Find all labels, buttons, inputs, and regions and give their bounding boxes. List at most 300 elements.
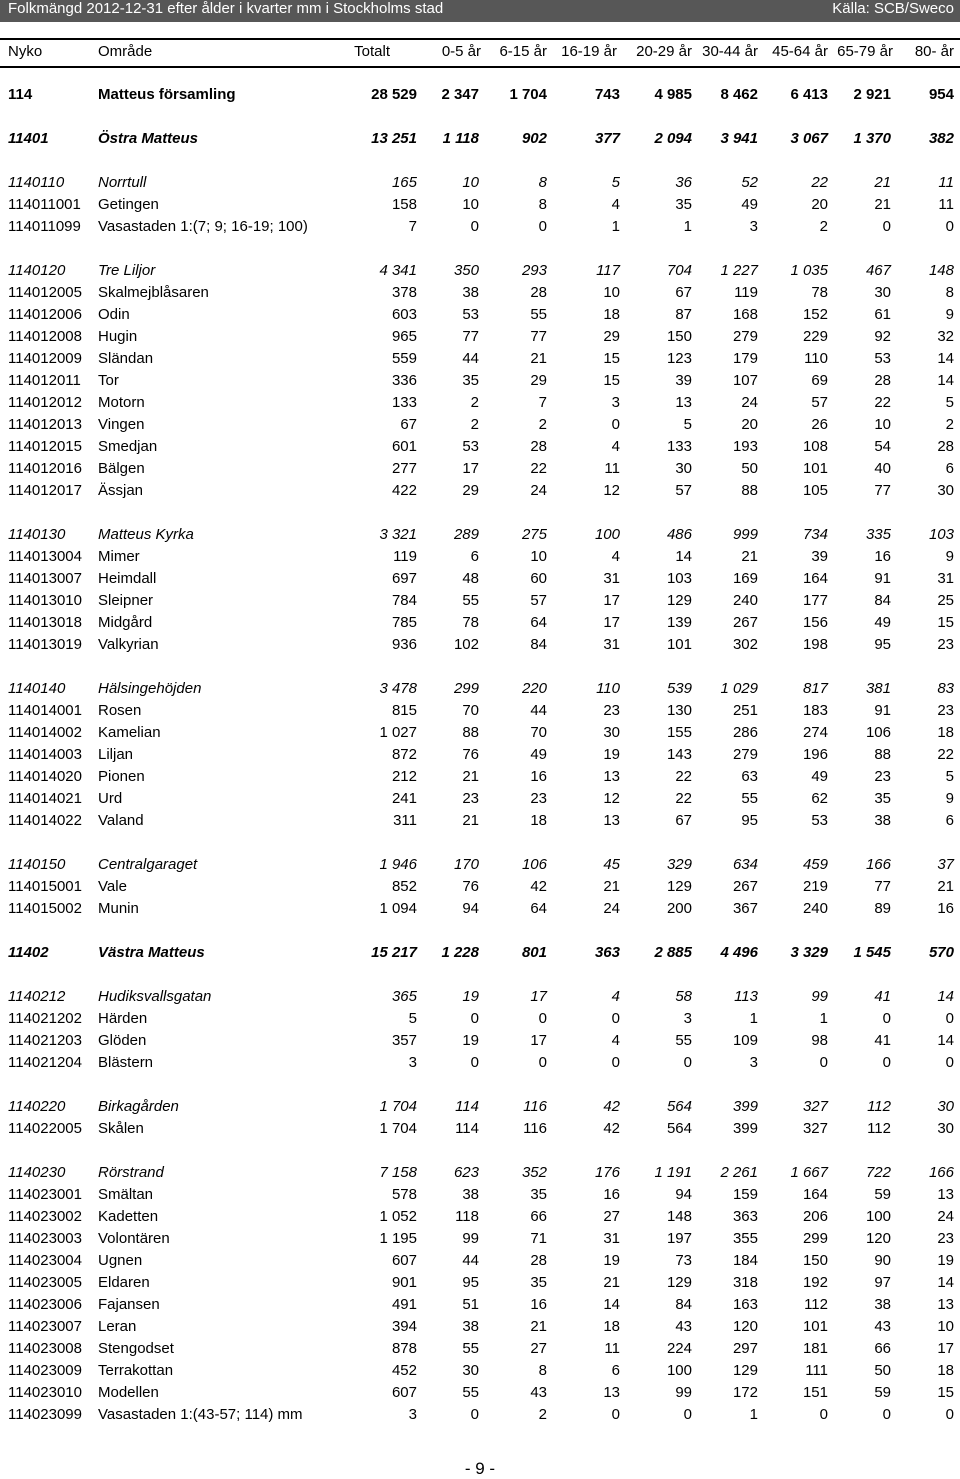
cell-nyko: 114013010: [8, 592, 82, 609]
column-header-20-29: 20-29 år: [636, 43, 692, 60]
cell-value: 0: [470, 1054, 479, 1071]
cell-value: 311: [393, 812, 417, 829]
cell-nyko: 114014020: [8, 768, 82, 785]
cell-value: 91: [874, 570, 891, 587]
cell-value: 5: [683, 416, 692, 433]
cell-value: 21: [530, 1318, 547, 1335]
cell-value: 240: [802, 900, 828, 917]
cell-value: 422: [391, 482, 417, 499]
cell-value: 16: [937, 900, 954, 917]
cell-value: 177: [802, 592, 828, 609]
cell-value: 17: [937, 1340, 954, 1357]
cell-value: 129: [666, 878, 692, 895]
cell-value: 1 946: [379, 856, 417, 873]
cell-value: 13: [937, 1296, 954, 1313]
cell-nyko: 114012017: [8, 482, 82, 499]
table-row: [0, 789, 960, 809]
cell-value: 35: [675, 196, 692, 213]
table-row: [0, 261, 960, 281]
cell-value: 30: [462, 1362, 479, 1379]
cell-value: 8: [538, 196, 547, 213]
cell-value: 44: [530, 702, 547, 719]
cell-nyko: 114023008: [8, 1340, 82, 1357]
cell-value: 12: [603, 482, 620, 499]
cell-value: 318: [732, 1274, 758, 1291]
cell-value: 743: [594, 86, 620, 103]
cell-value: 999: [732, 526, 758, 543]
cell-value: 110: [804, 350, 828, 367]
cell-value: 1 545: [853, 944, 891, 961]
cell-value: 0: [882, 1406, 891, 1423]
cell-omrade: Odin: [98, 306, 130, 323]
cell-nyko: 114022005: [8, 1120, 82, 1137]
cell-nyko: 114021204: [8, 1054, 82, 1071]
cell-value: 251: [732, 702, 758, 719]
table-row: [0, 1053, 960, 1073]
cell-omrade: Mimer: [98, 548, 140, 565]
cell-omrade: Tor: [98, 372, 119, 389]
cell-value: 4: [611, 988, 620, 1005]
cell-value: 6 413: [790, 86, 828, 103]
cell-nyko: 114023004: [8, 1252, 82, 1269]
cell-value: 0: [611, 1054, 620, 1071]
cell-value: 45: [603, 856, 620, 873]
cell-value: 25: [937, 592, 954, 609]
cell-value: 196: [802, 746, 828, 763]
cell-value: 10: [462, 196, 479, 213]
table-row: [0, 393, 960, 413]
cell-value: 62: [811, 790, 828, 807]
cell-value: 0: [882, 218, 891, 235]
cell-value: 817: [802, 680, 828, 697]
cell-value: 133: [391, 394, 417, 411]
cell-value: 785: [391, 614, 417, 631]
cell-value: 61: [874, 306, 891, 323]
cell-value: 9: [945, 306, 954, 323]
cell-value: 5: [611, 174, 620, 191]
table-row: [0, 1317, 960, 1337]
cell-value: 15: [937, 1384, 954, 1401]
cell-value: 84: [530, 636, 547, 653]
cell-value: 87: [675, 306, 692, 323]
cell-value: 1 228: [441, 944, 479, 961]
cell-value: 38: [462, 1318, 479, 1335]
cell-value: 14: [937, 988, 954, 1005]
cell-value: 0: [819, 1406, 828, 1423]
cell-value: 365: [391, 988, 417, 1005]
cell-value: 0: [611, 1010, 620, 1027]
cell-value: 23: [530, 790, 547, 807]
cell-nyko: 1140120: [8, 262, 66, 279]
cell-nyko: 114012008: [8, 328, 82, 345]
cell-omrade: Norrtull: [98, 174, 147, 191]
cell-value: 878: [391, 1340, 417, 1357]
cell-omrade: Tre Liljor: [98, 262, 156, 279]
cell-value: 21: [462, 768, 479, 785]
cell-value: 88: [741, 482, 758, 499]
cell-value: 3 478: [379, 680, 417, 697]
cell-omrade: Blästern: [98, 1054, 154, 1071]
cell-value: 197: [666, 1230, 692, 1247]
cell-value: 117: [596, 262, 620, 279]
cell-value: 49: [874, 614, 891, 631]
cell-value: 166: [865, 856, 891, 873]
cell-value: 467: [865, 262, 891, 279]
cell-value: 3 329: [790, 944, 828, 961]
cell-value: 172: [732, 1384, 758, 1401]
cell-value: 183: [802, 702, 828, 719]
cell-value: 1 027: [379, 724, 417, 741]
cell-value: 77: [874, 878, 891, 895]
cell-value: 4 341: [379, 262, 417, 279]
cell-value: 734: [802, 526, 828, 543]
column-header-16-19: 16-19 år: [561, 43, 617, 60]
cell-value: 27: [530, 1340, 547, 1357]
cell-omrade: Valkyrian: [98, 636, 159, 653]
cell-value: 335: [865, 526, 891, 543]
cell-value: 240: [732, 592, 758, 609]
cell-value: 69: [811, 372, 828, 389]
cell-value: 76: [462, 878, 479, 895]
column-header-row: [0, 38, 960, 68]
cell-value: 158: [391, 196, 417, 213]
cell-value: 4: [611, 548, 620, 565]
cell-value: 28 529: [371, 86, 417, 103]
cell-value: 22: [811, 174, 828, 191]
cell-value: 41: [874, 988, 891, 1005]
cell-value: 168: [732, 306, 758, 323]
cell-value: 40: [874, 460, 891, 477]
cell-value: 18: [603, 1318, 620, 1335]
cell-omrade: Munin: [98, 900, 139, 917]
cell-value: 24: [603, 900, 620, 917]
cell-value: 55: [462, 592, 479, 609]
cell-value: 491: [391, 1296, 417, 1313]
cell-omrade: Kamelian: [98, 724, 161, 741]
table-row: [0, 1273, 960, 1293]
cell-value: 112: [867, 1120, 891, 1137]
cell-value: 19: [462, 1032, 479, 1049]
cell-value: 22: [937, 746, 954, 763]
cell-value: 89: [874, 900, 891, 917]
cell-value: 697: [391, 570, 417, 587]
cell-value: 106: [521, 856, 547, 873]
cell-value: 14: [675, 548, 692, 565]
cell-value: 1: [819, 1010, 828, 1027]
table-row: [0, 1361, 960, 1381]
cell-value: 49: [811, 768, 828, 785]
cell-value: 336: [391, 372, 417, 389]
cell-value: 634: [732, 856, 758, 873]
cell-value: 2: [945, 416, 954, 433]
cell-value: 26: [811, 416, 828, 433]
table-row: [0, 1295, 960, 1315]
table-row: [0, 547, 960, 567]
column-header-45-64: 45-64 år: [772, 43, 828, 60]
cell-value: 70: [462, 702, 479, 719]
cell-value: 0: [945, 1010, 954, 1027]
cell-value: 1 191: [654, 1164, 692, 1181]
cell-value: 108: [802, 438, 828, 455]
cell-value: 1 370: [853, 130, 891, 147]
cell-value: 110: [596, 680, 620, 697]
cell-value: 206: [802, 1208, 828, 1225]
cell-value: 23: [937, 1230, 954, 1247]
cell-value: 965: [391, 328, 417, 345]
cell-value: 2 094: [654, 130, 692, 147]
cell-value: 539: [666, 680, 692, 697]
table-row: [0, 129, 960, 149]
cell-value: 9: [945, 548, 954, 565]
cell-value: 192: [802, 1274, 828, 1291]
cell-value: 14: [937, 350, 954, 367]
cell-value: 114: [455, 1120, 479, 1137]
cell-value: 181: [802, 1340, 828, 1357]
cell-value: 49: [741, 196, 758, 213]
table-row: [0, 349, 960, 369]
cell-value: 16: [530, 1296, 547, 1313]
cell-nyko: 114: [8, 86, 33, 103]
cell-value: 0: [945, 1406, 954, 1423]
cell-value: 1: [683, 218, 692, 235]
cell-omrade: Midgård: [98, 614, 153, 631]
table-row: [0, 613, 960, 633]
cell-value: 193: [732, 438, 758, 455]
table-row: [0, 1251, 960, 1271]
cell-value: 17: [603, 592, 620, 609]
table-row: [0, 877, 960, 897]
cell-value: 24: [937, 1208, 954, 1225]
cell-value: 4: [611, 196, 620, 213]
cell-value: 21: [603, 1274, 620, 1291]
cell-value: 17: [530, 1032, 547, 1049]
cell-value: 15: [603, 350, 620, 367]
cell-value: 118: [455, 1208, 479, 1225]
cell-value: 112: [867, 1098, 891, 1115]
cell-value: 100: [594, 526, 620, 543]
table-row: [0, 701, 960, 721]
table-row: [0, 899, 960, 919]
cell-value: 327: [802, 1120, 828, 1137]
cell-omrade: Östra Matteus: [98, 130, 199, 147]
cell-value: 63: [741, 768, 758, 785]
cell-value: 722: [865, 1164, 891, 1181]
cell-value: 102: [453, 636, 479, 653]
cell-value: 55: [462, 1340, 479, 1357]
cell-nyko: 114013018: [8, 614, 82, 631]
cell-value: 1 704: [379, 1098, 417, 1115]
cell-omrade: Stengodset: [98, 1340, 174, 1357]
cell-omrade: Sleipner: [98, 592, 154, 609]
cell-value: 21: [741, 548, 758, 565]
cell-value: 0: [882, 1054, 891, 1071]
cell-value: 42: [603, 1120, 620, 1137]
cell-omrade: Getingen: [98, 196, 159, 213]
cell-value: 116: [523, 1098, 547, 1115]
cell-value: 8 462: [720, 86, 758, 103]
cell-value: 58: [675, 988, 692, 1005]
table-row: [0, 327, 960, 347]
cell-nyko: 114014002: [8, 724, 82, 741]
cell-value: 97: [874, 1274, 891, 1291]
cell-value: 220: [521, 680, 547, 697]
cell-value: 5: [945, 768, 954, 785]
cell-value: 704: [666, 262, 692, 279]
cell-nyko: 114023005: [8, 1274, 82, 1291]
cell-value: 10: [874, 416, 891, 433]
cell-value: 100: [666, 1362, 692, 1379]
table-row: [0, 591, 960, 611]
cell-value: 815: [391, 702, 417, 719]
cell-value: 107: [732, 372, 758, 389]
cell-nyko: 114021202: [8, 1010, 82, 1027]
cell-value: 13: [675, 394, 692, 411]
cell-value: 176: [594, 1164, 620, 1181]
cell-value: 3: [611, 394, 620, 411]
cell-omrade: Eldaren: [98, 1274, 150, 1291]
cell-value: 1: [611, 218, 620, 235]
cell-nyko: 1140140: [8, 680, 66, 697]
cell-omrade: Matteus församling: [98, 86, 236, 103]
cell-value: 0: [945, 218, 954, 235]
cell-value: 38: [874, 812, 891, 829]
cell-value: 954: [928, 86, 954, 103]
table-row: [0, 173, 960, 193]
cell-omrade: Birkagården: [98, 1098, 179, 1115]
cell-value: 133: [666, 438, 692, 455]
cell-value: 103: [928, 526, 954, 543]
cell-value: 55: [530, 306, 547, 323]
cell-value: 6: [611, 1362, 620, 1379]
cell-value: 113: [734, 988, 758, 1005]
cell-nyko: 114013007: [8, 570, 82, 587]
cell-value: 71: [530, 1230, 547, 1247]
cell-value: 148: [928, 262, 954, 279]
cell-value: 44: [462, 1252, 479, 1269]
cell-omrade: Glöden: [98, 1032, 147, 1049]
cell-value: 275: [521, 526, 547, 543]
column-header-totalt: Totalt: [354, 43, 390, 60]
cell-value: 28: [937, 438, 954, 455]
cell-omrade: Skålen: [98, 1120, 144, 1137]
cell-value: 21: [530, 350, 547, 367]
cell-value: 607: [391, 1252, 417, 1269]
cell-value: 29: [462, 482, 479, 499]
cell-omrade: Centralgaraget: [98, 856, 198, 873]
cell-omrade: Smältan: [98, 1186, 154, 1203]
cell-value: 129: [666, 1274, 692, 1291]
cell-value: 130: [666, 702, 692, 719]
cell-nyko: 114023007: [8, 1318, 82, 1335]
cell-value: 302: [732, 636, 758, 653]
cell-value: 1 227: [720, 262, 758, 279]
cell-value: 21: [874, 174, 891, 191]
cell-value: 1: [749, 1406, 758, 1423]
cell-value: 77: [874, 482, 891, 499]
cell-value: 2: [538, 416, 547, 433]
cell-value: 0: [470, 218, 479, 235]
cell-omrade: Vingen: [98, 416, 145, 433]
cell-value: 21: [603, 878, 620, 895]
cell-value: 5: [408, 1010, 417, 1027]
cell-value: 111: [805, 1362, 828, 1379]
cell-value: 299: [453, 680, 479, 697]
cell-value: 607: [391, 1384, 417, 1401]
cell-value: 19: [462, 988, 479, 1005]
cell-value: 30: [874, 284, 891, 301]
cell-value: 2 261: [720, 1164, 758, 1181]
cell-omrade: Ässjan: [98, 482, 144, 499]
cell-value: 148: [666, 1208, 692, 1225]
cell-value: 99: [462, 1230, 479, 1247]
cell-value: 18: [937, 724, 954, 741]
cell-omrade: Västra Matteus: [98, 944, 205, 961]
cell-value: 166: [928, 1164, 954, 1181]
cell-omrade: Urd: [98, 790, 123, 807]
cell-value: 18: [530, 812, 547, 829]
cell-value: 16: [530, 768, 547, 785]
cell-value: 14: [937, 1274, 954, 1291]
cell-value: 11: [938, 196, 954, 213]
cell-value: 399: [732, 1098, 758, 1115]
cell-value: 59: [874, 1384, 891, 1401]
cell-value: 55: [741, 790, 758, 807]
cell-value: 13 251: [371, 130, 417, 147]
cell-value: 3: [749, 1054, 758, 1071]
cell-value: 267: [732, 878, 758, 895]
cell-value: 39: [675, 372, 692, 389]
cell-omrade: Hudiksvallsgatan: [98, 988, 212, 1005]
cell-value: 32: [937, 328, 954, 345]
cell-value: 279: [732, 746, 758, 763]
cell-value: 357: [391, 1032, 417, 1049]
cell-nyko: 114012009: [8, 350, 82, 367]
cell-omrade: Modellen: [98, 1384, 159, 1401]
table-row: [0, 1097, 960, 1117]
cell-value: 21: [462, 812, 479, 829]
column-header-30-44: 30-44 år: [702, 43, 758, 60]
cell-value: 10: [937, 1318, 954, 1335]
cell-omrade: Motorn: [98, 394, 145, 411]
cell-value: 143: [666, 746, 692, 763]
cell-value: 1 094: [379, 900, 417, 917]
cell-nyko: 114023006: [8, 1296, 82, 1313]
cell-value: 67: [400, 416, 417, 433]
cell-value: 53: [462, 306, 479, 323]
cell-value: 31: [937, 570, 954, 587]
cell-value: 139: [666, 614, 692, 631]
cell-value: 10: [462, 174, 479, 191]
cell-value: 50: [741, 460, 758, 477]
cell-nyko: 114012012: [8, 394, 82, 411]
cell-value: 3 067: [790, 130, 828, 147]
cell-value: 564: [666, 1098, 692, 1115]
cell-value: 38: [462, 284, 479, 301]
cell-value: 6: [470, 548, 479, 565]
cell-value: 0: [683, 1406, 692, 1423]
table-row: [0, 525, 960, 545]
cell-omrade: Smedjan: [98, 438, 158, 455]
cell-value: 327: [802, 1098, 828, 1115]
cell-value: 28: [874, 372, 891, 389]
cell-value: 77: [462, 328, 479, 345]
cell-value: 164: [802, 1186, 828, 1203]
cell-omrade: Skalmejblåsaren: [98, 284, 209, 301]
cell-value: 116: [523, 1120, 547, 1137]
cell-value: 35: [530, 1274, 547, 1291]
cell-value: 20: [741, 416, 758, 433]
cell-value: 1 704: [379, 1120, 417, 1137]
